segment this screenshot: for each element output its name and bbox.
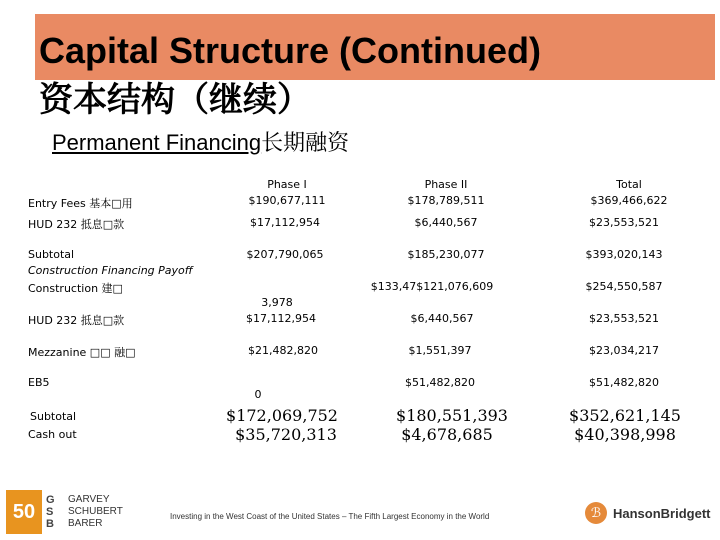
entry-fees-phase-1: $190,677,111 xyxy=(248,194,326,207)
subtotal-total: $393,020,143 xyxy=(585,248,663,261)
eb5-phase-1: 0 xyxy=(254,388,262,401)
hud-232-second-total: $23,553,521 xyxy=(589,312,659,325)
hud-232-second-phase-2: $6,440,567 xyxy=(410,312,474,325)
hud-232-phase-2: $6,440,567 xyxy=(414,216,478,229)
entry-fees-total: $369,466,622 xyxy=(590,194,668,207)
construction-total: $254,550,587 xyxy=(585,280,663,293)
row-label-eb5: EB5 xyxy=(28,376,50,389)
construction-phase-1: 3,978 xyxy=(261,296,293,309)
construction-phase-2: $133,47$121,076,609 xyxy=(370,280,494,293)
hanson-bridgett-mark-icon: ℬ xyxy=(585,502,607,524)
subtitle-chinese: 长期融资 xyxy=(261,130,350,155)
row-label-subtotal-second: Subtotal xyxy=(30,410,77,423)
row-label-entry-fees: Entry Fees 基本□用 xyxy=(28,197,133,210)
hanson-bridgett-name: HansonBridgett xyxy=(613,506,711,521)
mezzanine-phase-2: $1,551,397 xyxy=(408,344,472,357)
header-total: Total xyxy=(616,178,642,191)
footer-tagline: Investing in the West Coast of the United States – The Fifth Largest Economy in the World xyxy=(170,512,490,521)
eb5-total: $51,482,820 xyxy=(589,376,659,389)
mezzanine-total: $23,034,217 xyxy=(589,344,659,357)
cash-out-total: $40,398,998 xyxy=(574,425,676,444)
row-label-construction-financing-payoff: Construction Financing Payoff xyxy=(28,264,193,277)
subtitle xyxy=(52,126,349,157)
cash-out-phase-2: $4,678,685 xyxy=(401,425,493,444)
mezzanine-phase-1: $21,482,820 xyxy=(248,344,318,357)
row-label-mezzanine: Mezzanine □□ 融□ xyxy=(28,346,136,359)
row-label-hud-232-second: HUD 232 抵息□款 xyxy=(28,314,125,327)
header-phase-1: Phase I xyxy=(267,178,307,191)
subtitle-english: Permanent Financing xyxy=(52,130,262,155)
eb5-phase-2: $51,482,820 xyxy=(405,376,475,389)
gsb-initials: G S B xyxy=(46,494,55,530)
hud-232-second-phase-1: $17,112,954 xyxy=(246,312,316,325)
subtotal-second-phase-1: $172,069,752 xyxy=(226,406,338,425)
hud-232-phase-1: $17,112,954 xyxy=(250,216,320,229)
hanson-bridgett-logo xyxy=(585,500,715,530)
page-title-chinese: 资本结构（继续） xyxy=(39,80,311,120)
entry-fees-phase-2: $178,789,511 xyxy=(407,194,485,207)
row-label-subtotal: Subtotal xyxy=(28,248,75,261)
subtotal-second-phase-2: $180,551,393 xyxy=(396,406,508,425)
subtotal-phase-1: $207,790,065 xyxy=(246,248,324,261)
page-title: Capital Structure (Continued) xyxy=(39,30,541,71)
anniversary-badge: 50 xyxy=(6,490,42,534)
garvey-schubert-barer-logo xyxy=(6,490,156,534)
row-label-construction: Construction 建□ xyxy=(28,282,123,295)
header-phase-2: Phase II xyxy=(424,178,468,191)
subtotal-phase-2: $185,230,077 xyxy=(407,248,485,261)
row-label-cash-out: Cash out xyxy=(28,428,77,441)
subtotal-second-total: $352,621,145 xyxy=(569,406,681,425)
firm-name: GARVEY SCHUBERT BARER xyxy=(68,494,123,529)
row-label-hud-232: HUD 232 抵息□款 xyxy=(28,218,125,231)
hud-232-total: $23,553,521 xyxy=(589,216,659,229)
cash-out-phase-1: $35,720,313 xyxy=(235,425,337,444)
